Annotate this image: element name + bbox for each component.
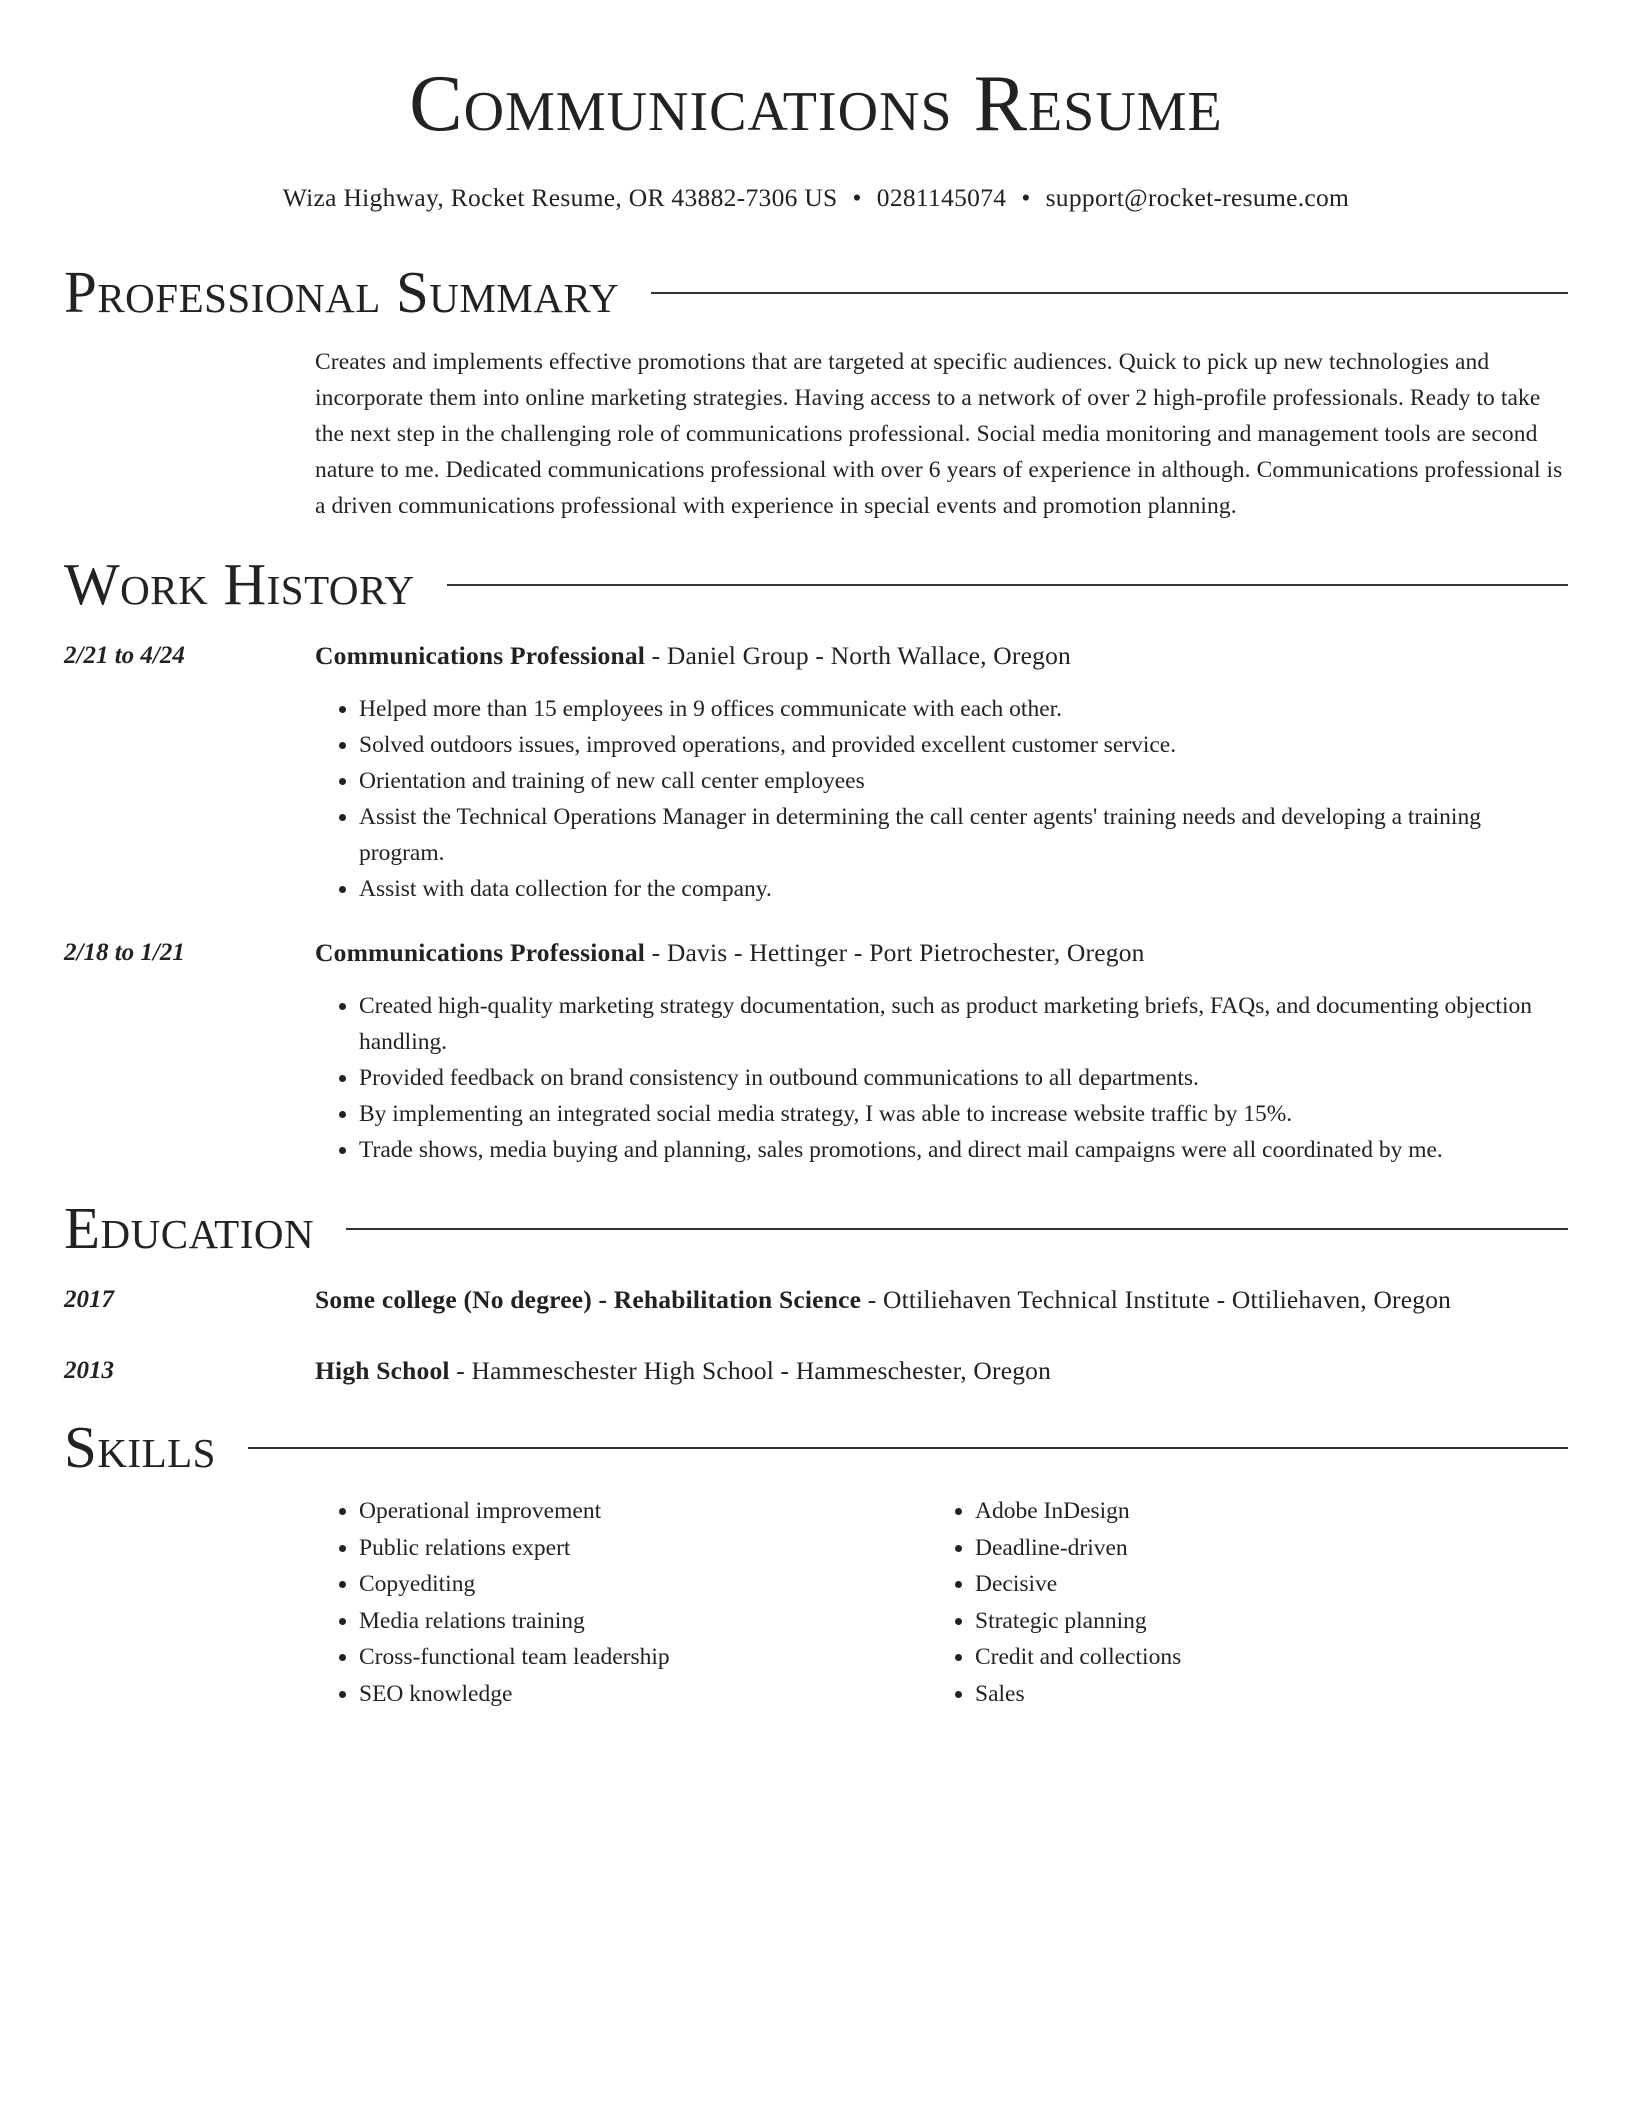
education-entry [64,1355,1568,1387]
section-divider [447,584,1568,586]
summary-text: Creates and implements effective promotions that are targeted at specific audiences. Quick to pick up new technologies and incorporate them into online marketing strategies. Having access to a network of over 2 high-profile professionals. Ready to take the next step in the challenging role of communications professional. Social media monitoring and management tools are second nature to me. Dedicated communications professional with over 6 years of experience in although. Communications professional is a driven communications professional with experience in special events and promotion planning. [315,349,1563,519]
work-entry [64,937,1568,1168]
skills-column-right [931,1493,1547,1712]
education-title-line [315,1355,1568,1387]
education-title-line [315,1284,1568,1316]
work-dates: 2/21 to 4/24 [64,642,185,669]
education-school-location: - Hammeschester High School - Hammeschester, Oregon [449,1356,1052,1385]
education-heading: Education [64,1195,315,1261]
education-year: 2013 [64,1357,114,1384]
skill-item: • Deadline-driven [975,1530,1547,1567]
work-section-header [64,552,1568,616]
skills-grid [315,1493,1568,1712]
work-company-location: - Davis - Hettinger - Port Pietrochester, Oregon [645,938,1145,967]
skill-item: • Media relations training [359,1603,931,1640]
contact-email: support@rocket-resume.com [1045,183,1350,212]
skill-item: • Credit and collections [975,1639,1547,1676]
education-year: 2017 [64,1286,114,1313]
work-heading: Work History [64,551,415,617]
contact-phone: 0281145074 [876,183,1007,212]
skill-item: • SEO knowledge [359,1676,931,1713]
work-role: Communications Professional [315,641,646,670]
skills-heading: Skills [64,1414,216,1480]
education-section-header [64,1196,1568,1260]
section-divider [651,292,1568,294]
work-entry-body [315,937,1568,1168]
work-entry [64,640,1568,907]
skill-item: • Decisive [975,1566,1547,1603]
list-item: • Orientation and training of new call center employees [359,763,1568,799]
list-item: • Solved outdoors issues, improved operations, and provided excellent customer service. [359,727,1568,763]
work-dates: 2/18 to 1/21 [64,939,185,966]
contact-separator: • [852,183,862,212]
list-item: • Assist with data collection for the company. [359,871,1568,907]
skill-item: • Copyediting [359,1566,931,1603]
skill-item: • Strategic planning [975,1603,1547,1640]
work-bullet-list [315,691,1568,907]
contact-separator: • [1021,183,1031,212]
list-item: • Helped more than 15 employees in 9 offices communicate with each other. [359,691,1568,727]
skills-column-left [315,1493,931,1712]
skill-item: • Operational improvement [359,1493,931,1530]
list-item: • Created high-quality marketing strategy documentation, such as product marketing briefs, FAQs, and documenting objection handling. [359,988,1568,1060]
list-item: • Assist the Technical Operations Manager in determining the call center agents' training needs and developing a training program. [359,799,1568,871]
section-divider [346,1228,1568,1230]
education-entry [64,1284,1568,1316]
education-school-location: - Ottiliehaven Technical Institute - Ottiliehaven, Oregon [861,1285,1452,1314]
summary-section-header [64,260,1568,324]
education-degree: Some college (No degree) - Rehabilitation Science [315,1285,862,1314]
list-item: • By implementing an integrated social media strategy, I was able to increase website traffic by 15%. [359,1096,1568,1132]
work-entry-body [315,640,1568,907]
education-entry-body [315,1284,1568,1316]
work-title-line [315,937,1568,969]
contact-address: Wiza Highway, Rocket Resume, OR 43882-7306 US [282,183,838,212]
list-item: • Provided feedback on brand consistency in outbound communications to all departments. [359,1060,1568,1096]
skill-item: • Sales [975,1676,1547,1713]
education-entry-body [315,1355,1568,1387]
work-company-location: - Daniel Group - North Wallace, Oregon [645,641,1071,670]
work-title-line [315,640,1568,672]
education-degree: High School [315,1356,450,1385]
summary-heading: Professional Summary [64,259,620,325]
work-role: Communications Professional [315,938,646,967]
work-bullet-list [315,988,1568,1168]
skill-item: • Public relations expert [359,1530,931,1567]
section-divider [248,1447,1568,1449]
resume-title: Communications Resume [409,60,1223,148]
skill-item: • Adobe InDesign [975,1493,1547,1530]
skills-section-header [64,1415,1568,1479]
contact-line [64,182,1568,214]
skill-item: • Cross-functional team leadership [359,1639,931,1676]
list-item: • Trade shows, media buying and planning, sales promotions, and direct mail campaigns were all coordinated by me. [359,1132,1568,1168]
